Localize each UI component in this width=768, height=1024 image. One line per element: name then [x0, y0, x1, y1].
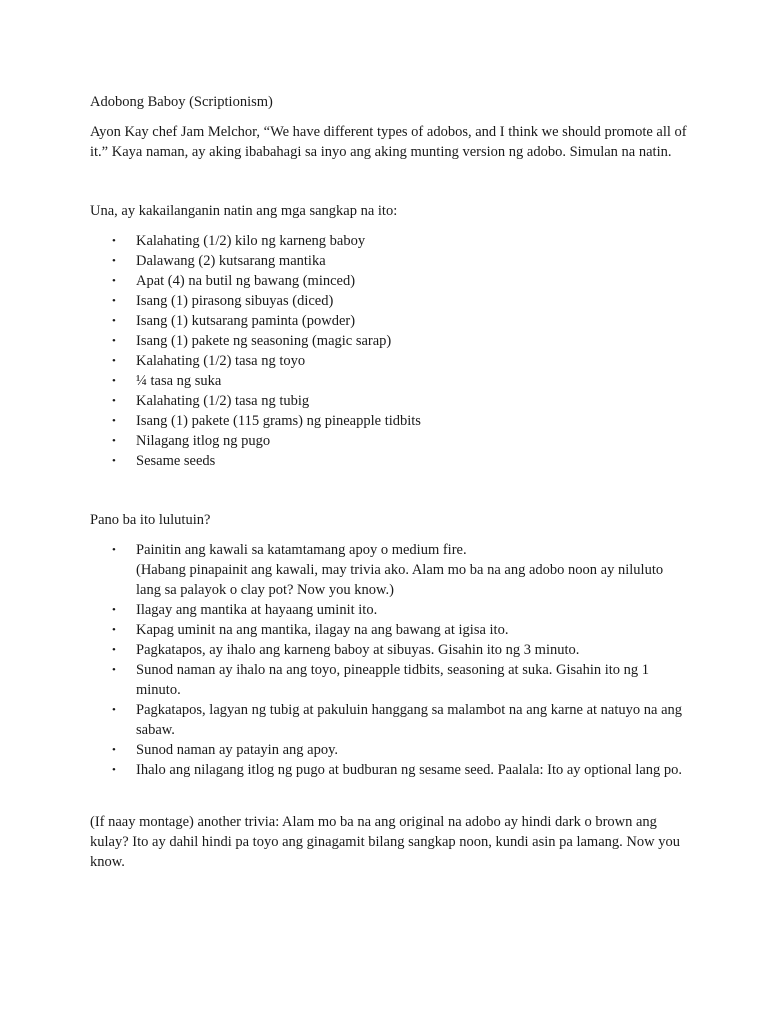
bullet-icon: • [112, 624, 116, 636]
document-title: Adobong Baboy (Scriptionism) [90, 94, 273, 110]
document-page [90, 92, 690, 872]
list-item [90, 600, 690, 620]
bullet-icon: • [112, 744, 116, 756]
bullet-icon: • [112, 275, 116, 287]
bullet-icon: • [112, 255, 116, 267]
step-text: Ilagay ang mantika at hayaang uminit ito. [136, 602, 378, 618]
ingredients-heading: Una, ay kakailanganin natin ang mga sangkap na ito: [90, 203, 398, 219]
bullet-icon: • [112, 455, 116, 467]
ingredient-text: Kalahating (1/2) kilo ng karneng baboy [136, 233, 366, 249]
step-text: Kapag uminit na ang mantika, ilagay na ang bawang at igisa ito. [136, 622, 509, 638]
ingredient-text: Isang (1) pakete (115 grams) ng pineapple tidbits [136, 413, 421, 429]
ingredient-text: Kalahating (1/2) tasa ng toyo [136, 353, 306, 369]
step-note: (Habang pinapainit ang kawali, may trivia ako. Alam mo ba na ang adobo noon ay niluluto lang sa palayok o clay pot? Now you know.) [136, 562, 664, 598]
bullet-icon: • [112, 395, 116, 407]
step-text: Pagkatapos, ay ihalo ang karneng baboy at sibuyas. Gisahin ito ng 3 minuto. [136, 642, 580, 658]
list-item [90, 760, 690, 780]
bullet-icon: • [112, 604, 116, 616]
list-item [90, 640, 690, 660]
bullet-icon: • [112, 315, 116, 327]
bullet-icon: • [112, 335, 116, 347]
list-item [90, 740, 690, 760]
list-item [90, 411, 690, 431]
steps-heading: Pano ba ito lulutuin? [90, 512, 211, 528]
list-item [90, 271, 690, 291]
closing-paragraph: (If naay montage) another trivia: Alam mo ba na ang original na adobo ay hindi dark o brown ang kulay? Ito ay dahil hindi pa toyo ang ginagamit bilang sangkap noon, kundi asin pa lamang. Now you know. [90, 814, 680, 870]
ingredient-text: Dalawang (2) kutsarang mantika [136, 253, 326, 269]
intro-paragraph: Ayon Kay chef Jam Melchor, “We have different types of adobos, and I think we should promote all of it.” Kaya naman, ay aking ibabahagi sa inyo ang aking munting version ng adobo. Simulan na natin. [90, 124, 687, 160]
ingredient-text: Isang (1) pakete ng seasoning (magic sarap) [136, 333, 392, 349]
bullet-icon: • [112, 435, 116, 447]
list-item [90, 540, 690, 600]
bullet-icon: • [112, 764, 116, 776]
list-item [90, 431, 690, 451]
list-item [90, 231, 690, 251]
list-item [90, 331, 690, 351]
ingredient-text: Isang (1) kutsarang paminta (powder) [136, 313, 356, 329]
bullet-icon: • [112, 415, 116, 427]
list-item [90, 311, 690, 331]
list-item [90, 660, 690, 700]
ingredient-text: Sesame seeds [136, 453, 216, 469]
bullet-icon: • [112, 235, 116, 247]
list-item [90, 700, 690, 740]
ingredient-text: Apat (4) na butil ng bawang (minced) [136, 273, 356, 289]
bullet-icon: • [112, 644, 116, 656]
ingredient-text: Nilagang itlog ng pugo [136, 433, 271, 449]
step-text: Painitin ang kawali sa katamtamang apoy o medium fire. [136, 542, 467, 558]
list-item [90, 351, 690, 371]
ingredients-list [90, 231, 690, 471]
steps-list [90, 540, 690, 780]
bullet-icon: • [112, 544, 116, 556]
bullet-icon: • [112, 295, 116, 307]
list-item [90, 251, 690, 271]
ingredient-text: ¼ tasa ng suka [136, 373, 222, 389]
ingredient-text: Kalahating (1/2) tasa ng tubig [136, 393, 310, 409]
step-text: Pagkatapos, lagyan ng tubig at pakuluin hanggang sa malambot na ang karne at natuyo na ang sabaw. [136, 702, 683, 738]
bullet-icon: • [112, 355, 116, 367]
list-item [90, 620, 690, 640]
step-text: Sunod naman ay patayin ang apoy. [136, 742, 339, 758]
step-text: Sunod naman ay ihalo na ang toyo, pineapple tidbits, seasoning at suka. Gisahin ito ng 1 minuto. [136, 662, 650, 698]
list-item [90, 391, 690, 411]
list-item [90, 291, 690, 311]
list-item [90, 451, 690, 471]
list-item [90, 371, 690, 391]
step-text: Ihalo ang nilagang itlog ng pugo at budburan ng sesame seed. Paalala: Ito ay optional lang po. [136, 762, 683, 778]
ingredient-text: Isang (1) pirasong sibuyas (diced) [136, 293, 334, 309]
bullet-icon: • [112, 664, 116, 676]
bullet-icon: • [112, 704, 116, 716]
bullet-icon: • [112, 375, 116, 387]
